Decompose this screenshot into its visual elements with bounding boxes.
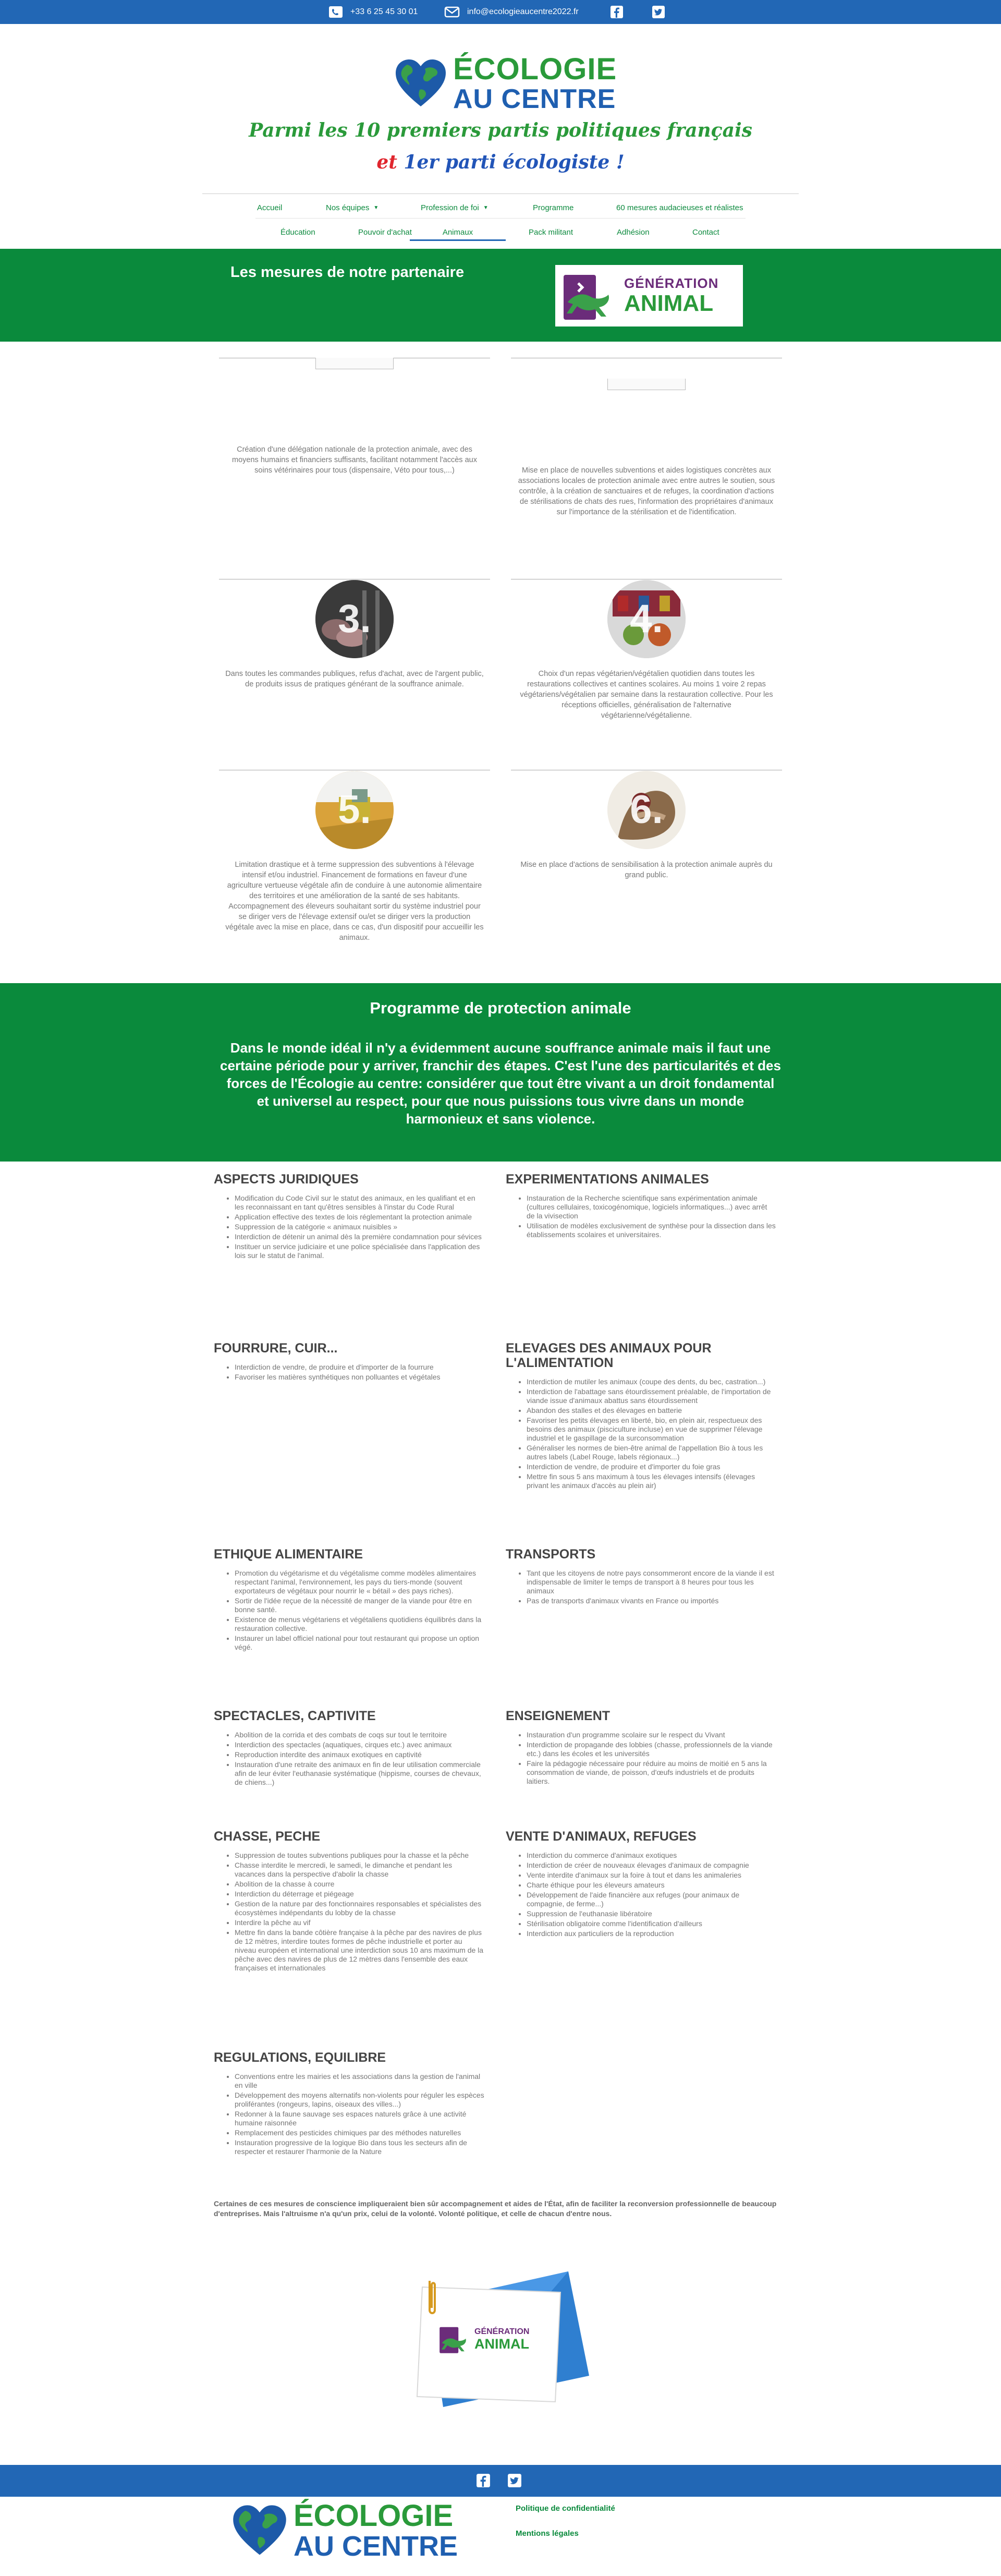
list-item: • Interdiction de créer de nouveaux élevages d'animaux de compagnie — [527, 1861, 777, 1870]
section-title: CHASSE, PECHE — [214, 1829, 321, 1844]
measure-card-5 — [219, 770, 490, 968]
measure-card-1 — [219, 358, 490, 499]
measure-card-6 — [511, 770, 782, 890]
section-title: SPECTACLES, CAPTIVITE — [214, 1709, 376, 1723]
measure-text-6: Mise en place d'actions de sensibilisation à la protection animale auprès du grand public. — [520, 861, 773, 879]
list-item: • Développement de l'aide financière aux refuges (pour animaux de compagnie, de ferme...) — [527, 1891, 777, 1908]
logo-line-2: AU CENTRE — [453, 84, 616, 114]
section-aspects-juridiques — [214, 1172, 485, 1261]
list-item: • Suppression de la catégorie « animaux nuisibles » — [235, 1223, 485, 1231]
section-title: FOURRURE, CUIR... — [214, 1341, 338, 1356]
list-item: • Tant que les citoyens de notre pays consommeront encore de la viande il est indispensable de limiter le temps de transport à 8 heures pour tous les animaux — [527, 1569, 777, 1595]
section-list — [527, 1569, 777, 1605]
partner-title: Les mesures de notre partenaire — [230, 264, 465, 281]
animal-silhouette-icon — [563, 271, 620, 321]
phone-number[interactable]: +33 6 25 45 30 01 — [350, 7, 418, 16]
nav-programme[interactable]: Programme — [533, 203, 574, 212]
slogan-line-2 — [0, 151, 1001, 173]
measure-card-2 — [511, 358, 782, 546]
section-list — [527, 1731, 777, 1786]
section-chasse-peche — [214, 1829, 485, 1974]
list-item: • Sortir de l'idée reçue de la nécessité de manger de la viande pour être en bonne santé. — [235, 1597, 485, 1614]
measure-number-5: 5. — [338, 788, 371, 832]
list-item: • Développement des moyens alternatifs non-violents pour réguler les espèces proliférantes (rongeurs, lapins, oiseaux des villes...) — [235, 2091, 485, 2109]
nav-accueil[interactable]: Accueil — [257, 203, 283, 212]
email-address[interactable]: info@ecologieaucentre2022.fr — [467, 7, 579, 16]
measure-text-1: Création d'une délégation nationale de la protection animale, avec des moyens humains et financiers suffisants, facilitant notamment l'accès aux soins vétérinaires pour tous (dispensaire, Véto pour tous,...) — [232, 445, 477, 475]
section-title: REGULATIONS, EQUILIBRE — [214, 2050, 386, 2065]
twitter-link[interactable] — [652, 0, 665, 24]
list-item: • Favoriser les matières synthétiques non polluantes et végétales — [235, 1373, 485, 1382]
privacy-policy-link[interactable]: Politique de confidentialité — [516, 2504, 615, 2513]
nav-nos-equipes-label: Nos équipes — [326, 203, 370, 212]
list-item: • Instaurer un label officiel national pour tout restaurant qui propose un option végé. — [235, 1634, 485, 1652]
measure-text-4: Choix d'un repas végétarien/végétalien quotidien dans toutes les restaurations collectives et cantines scolaires. Au moins 1 voire 2 repas végétariens/végétalien par semaine dans la restauration collective. Pour les réceptions officielles, généralisation de l'alternative végétarienne/végétalienne. — [520, 670, 773, 720]
footer-logo-line-2: AU CENTRE — [294, 2531, 458, 2562]
section-title: ENSEIGNEMENT — [506, 1709, 611, 1723]
list-item: • Charte éthique pour les éleveurs amateurs — [527, 1881, 777, 1890]
section-vente-refuges — [506, 1829, 777, 1939]
list-item: • Redonner à la faune sauvage ses espaces naturels grâce à une activité humaine raisonnée — [235, 2110, 485, 2127]
partner-logo-line-1: GÉNÉRATION — [624, 275, 719, 291]
list-item: • Interdiction des spectacles (aquatiques, cirques etc.) avec animaux — [235, 1740, 485, 1749]
nav-adhesion[interactable]: Adhésion — [617, 227, 650, 237]
nav-pack-militant[interactable]: Pack militant — [529, 227, 573, 237]
list-item: • Modification du Code Civil sur le statut des animaux, en les qualifiant et en les reconnaissant en tant qu'êtres sensibles à l'instar du Code Rural — [235, 1194, 485, 1212]
slogan-and: et — [376, 151, 404, 173]
list-item: • Instituer un service judiciaire et une police spécialisée dans l'application des lois sur le statut de l'animal. — [235, 1242, 485, 1260]
section-list — [235, 1363, 485, 1382]
section-experimentations — [506, 1172, 777, 1240]
list-item: • Pas de transports d'animaux vivants en France ou importés — [527, 1597, 777, 1605]
nav-animaux-active[interactable]: Animaux — [410, 225, 506, 241]
section-regulations — [214, 2050, 485, 2157]
partner-logo-line-2: ANIMAL — [624, 291, 714, 316]
section-title: VENTE D'ANIMAUX, REFUGES — [506, 1829, 697, 1844]
partner-banner — [0, 249, 1001, 342]
mail-icon — [444, 6, 460, 18]
list-item: • Instauration progressive de la logique Bio dans tous les secteurs afin de respecter et restaurer l'harmonie de la Nature — [235, 2138, 485, 2156]
programme-title: Programme de protection animale — [370, 999, 631, 1017]
heart-globe-icon — [394, 58, 448, 108]
nav-education[interactable]: Éducation — [280, 227, 315, 237]
generation-animal-logo[interactable] — [555, 265, 743, 326]
section-title: ASPECTS JURIDIQUES — [214, 1172, 359, 1187]
list-item: • Interdiction de détenir un animal dès la première condamnation pour sévices — [235, 1232, 485, 1241]
twitter-icon[interactable] — [652, 5, 665, 19]
facebook-icon[interactable] — [476, 2473, 491, 2490]
list-item: • Favoriser les petits élevages en liberté, bio, en plein air, respectueux des besoins des animaux (pisciculture incluse) en vue de supprimer l'élevage industriel et le gaspillage de la surconsommation — [527, 1416, 777, 1443]
measure-card-4 — [511, 579, 782, 735]
footer-logo[interactable] — [231, 2501, 458, 2560]
list-item: • Mettre fin sous 5 ans maximum à tous les élevages intensifs (élevages privant les animaux d'accès au plein air) — [527, 1472, 777, 1490]
list-item: • Gestion de la nature par des fonctionnaires responsables et spécialistes des écosystèmes indépendants du lobby de la chasse — [235, 1900, 485, 1917]
nav-contact[interactable]: Contact — [692, 227, 719, 237]
nav-top-divider — [202, 193, 799, 194]
section-list — [527, 1377, 777, 1490]
programme-banner — [0, 983, 1001, 1162]
section-title: ETHIQUE ALIMENTAIRE — [214, 1547, 363, 1562]
list-item: • Abandon des stalles et des élevages en batterie — [527, 1406, 777, 1415]
list-item: • Instauration d'un programme scolaire sur le respect du Vivant — [527, 1731, 777, 1739]
list-item: • Promotion du végétarisme et du végétalisme comme modèles alimentaires respectant l'animal, l'environnement, les pays du tiers-monde (souvent exportateurs de végétaux pour nourrir le « bétail » des pays riches). — [235, 1569, 485, 1595]
list-item: • Abolition de la chasse à courre — [235, 1880, 485, 1889]
footer-logo-line-1: ÉCOLOGIE — [294, 2499, 454, 2533]
section-list — [235, 2072, 485, 2156]
measure-number-6: 6. — [630, 788, 663, 832]
list-item: • Suppression de l'euthanasie libératoire — [527, 1909, 777, 1918]
programme-intro: Dans le monde idéal il n'y a évidemment aucune souffrance animale mais il faut une certaine période pour y arriver, franchir des étapes. C'est l'une des particularités et des forces de l'Écologie au centre: considérer que tout être vivant a un droit fondamental et universel au respect, pour que nous puissions tous vivre dans un monde harmonieux et sans violence. — [220, 1040, 781, 1127]
envelope-logo-line-2: ANIMAL — [474, 2336, 529, 2352]
phone-contact[interactable] — [328, 0, 418, 24]
list-item: • Interdiction du déterrage et piégeage — [235, 1890, 485, 1898]
site-header — [0, 24, 1001, 193]
envelope-illustration — [407, 2266, 594, 2417]
measure-card-3 — [219, 579, 490, 699]
facebook-icon[interactable] — [610, 5, 624, 19]
section-list — [235, 1731, 485, 1787]
list-item: • Mettre fin dans la bande côtière française à la pêche par des navires de plus de 12 mètres, interdire toutes formes de pêche industrielle et porter au niveau européen et international une interdiction sous 10 ans maximum de la pêche avec des navires de plus de 12 mètres dans l'ensemble des eaux françaises et internationales — [235, 1928, 485, 1973]
footer-social-bar — [0, 2465, 1001, 2497]
envelope-logo-line-1: GÉNÉRATION — [474, 2327, 530, 2336]
legal-notice-link[interactable]: Mentions légales — [516, 2529, 579, 2538]
section-enseignement — [506, 1709, 777, 1787]
broken-image-placeholder — [607, 379, 686, 390]
email-contact[interactable] — [444, 0, 579, 24]
list-item: • Utilisation de modèles exclusivement de synthèse pour la dissection dans les établissements scolaires et universitaires. — [527, 1222, 777, 1239]
facebook-link[interactable] — [610, 0, 624, 24]
list-item: • Instauration d'une retraite des animaux en fin de leur utilisation commerciale afin de leur éviter l'euthanasie systématique (hippisme, courses de chevaux, de chiens...) — [235, 1760, 485, 1787]
list-item: • Interdiction de vendre, de produire et d'importer du foie gras — [527, 1462, 777, 1471]
nav-profession-label: Profession de foi — [421, 203, 479, 212]
list-item: • Instauration de la Recherche scientifique sans expérimentation animale (cultures cellulaires, toxicogénomique, logiciels informatiques...) avec arrêt de la vivisection — [527, 1194, 777, 1220]
nav-nos-equipes[interactable] — [326, 201, 379, 214]
measure-number-3: 3. — [338, 597, 371, 641]
list-item: • Interdiction de l'abattage sans étourdissement préalable, de l'importation de viande issue d'animaux abattus sans étourdissement — [527, 1387, 777, 1405]
measure-text-3: Dans toutes les commandes publiques, refus d'achat, avec de l'argent public, de produits issus de pratiques générant de la souffrance animale. — [225, 670, 484, 688]
list-item: • Suppression de toutes subventions publiques pour la chasse et la pêche — [235, 1851, 485, 1860]
list-item: • Faire la pédagogie nécessaire pour réduire au moins de moitié en 5 ans la consommation de viande, de poisson, d'œufs industriels et de produits laitiers. — [527, 1759, 777, 1786]
list-item: • Abolition de la corrida et des combats de coqs sur tout le territoire — [235, 1731, 485, 1739]
list-item: • Interdire la pêche au vif — [235, 1918, 485, 1927]
measure-number-4: 4. — [630, 597, 663, 641]
section-list — [235, 1851, 485, 1973]
nav-mid-divider — [255, 218, 746, 219]
main-navigation — [0, 193, 1001, 249]
measure-text-2: Mise en place de nouvelles subventions et aides logistiques concrètes aux associations locales de protection animale avec entre autres le soutien, sous contrôle, à la création de sanctuaires et de refuges, la coordination d'actions de stérilisations de chats des rues, l'information des propriétaires d'animaux sur l'importance de la stérilisation et de l'identification. — [518, 466, 775, 516]
list-item: • Stérilisation obligatoire comme l'identification d'ailleurs — [527, 1919, 777, 1928]
list-item: • Conventions entre les mairies et les associations dans la gestion de l'animal en ville — [235, 2072, 485, 2090]
envelope-logo — [439, 2325, 543, 2354]
caret-down-icon: ▼ — [373, 204, 379, 211]
twitter-icon[interactable] — [507, 2473, 522, 2490]
conclusion-text: Certaines de ces mesures de conscience impliqueraient bien sûr accompagnement et aides de l'État, afin de faciliter la reconversion professionnelle de beaucoup d'entreprises. Mais l'altruisme n'a qu'un prix, celui de la volonté. Volonté politique, et celle de chacun d'entre nous. — [214, 2199, 777, 2218]
measure-text-5: Limitation drastique et à terme suppression des subventions à l'élevage intensif et/ou industriel. Financement de formations en faveur d'une agriculture vertueuse végétale afin de conduire à une autonomie alimentaire des territoires et une amélioration de la santé de ses habitants. Accompagnement des éleveurs souhaitant sortir du système industriel pour se diriger vers de l'élevage extensif ou/et se diriger vers la production végétale avec la mise en place, dans ce cas, d'un dispositif pour accueillir les animaux. — [225, 861, 484, 942]
broken-image-placeholder — [315, 358, 394, 369]
list-item: • Interdiction du commerce d'animaux exotiques — [527, 1851, 777, 1860]
list-item: • Interdiction de propagande des lobbies (chasse, professionnels de la viande etc.) dans les écoles et les universités — [527, 1740, 777, 1758]
nav-60-mesures[interactable]: 60 mesures audacieuses et réalistes — [616, 203, 743, 212]
section-fourrure — [214, 1341, 485, 1383]
section-transports — [506, 1547, 777, 1606]
section-list — [527, 1194, 777, 1239]
slogan-line-1: Parmi les 10 premiers partis politiques français — [249, 119, 752, 141]
list-item: • Interdiction aux particuliers de la reproduction — [527, 1929, 777, 1938]
list-item: • Reproduction interdite des animaux exotiques en captivité — [235, 1750, 485, 1759]
section-title: ELEVAGES DES ANIMAUX POUR L'ALIMENTATION — [506, 1341, 712, 1370]
slogan-first-party: 1er parti écologiste ! — [404, 151, 625, 173]
animal-silhouette-icon — [439, 2325, 472, 2354]
section-list — [527, 1851, 777, 1938]
measure-image-3 — [315, 580, 394, 658]
section-title: TRANSPORTS — [506, 1547, 596, 1562]
nav-profession-de-foi[interactable] — [421, 201, 489, 214]
list-item: • Existence de menus végétariens et végétaliens quotidiens équilibrés dans la restauration collective. — [235, 1615, 485, 1633]
list-item: • Application effective des textes de lois réglementant la protection animale — [235, 1213, 485, 1222]
section-list — [235, 1194, 485, 1260]
site-logo[interactable] — [394, 54, 617, 113]
section-title: EXPERIMENTATIONS ANIMALES — [506, 1172, 709, 1187]
list-item: • Généraliser les normes de bien-être animal de l'appellation Bio à tous les autres labels (Label Rouge, labels régionaux...) — [527, 1444, 777, 1461]
list-item: • Remplacement des pesticides chimiques par des méthodes naturelles — [235, 2128, 485, 2137]
list-item: • Chasse interdite le mercredi, le samedi, le dimanche et pendant les vacances dans la perspective d'abolir la chasse — [235, 1861, 485, 1879]
list-item: • Interdiction de mutiler les animaux (coupe des dents, du bec, castration...) — [527, 1377, 777, 1386]
logo-line-1: ÉCOLOGIE — [453, 52, 617, 86]
caret-down-icon: ▼ — [483, 204, 489, 211]
measure-image-6 — [607, 771, 686, 849]
section-elevages — [506, 1341, 777, 1491]
section-spectacles — [214, 1709, 485, 1788]
list-item: • Vente interdite d'animaux sur la foire à tout et dans les animaleries — [527, 1871, 777, 1880]
section-ethique-alimentaire — [214, 1547, 485, 1653]
measure-image-5 — [315, 771, 394, 849]
top-contact-bar — [0, 0, 1001, 24]
section-list — [235, 1569, 485, 1652]
measure-image-4 — [607, 580, 686, 658]
heart-globe-icon — [231, 2504, 288, 2557]
list-item: • Interdiction de vendre, de produire et d'importer de la fourrure — [235, 1363, 485, 1372]
phone-icon — [328, 6, 343, 18]
nav-pouvoir-achat[interactable]: Pouvoir d'achat — [358, 227, 412, 237]
